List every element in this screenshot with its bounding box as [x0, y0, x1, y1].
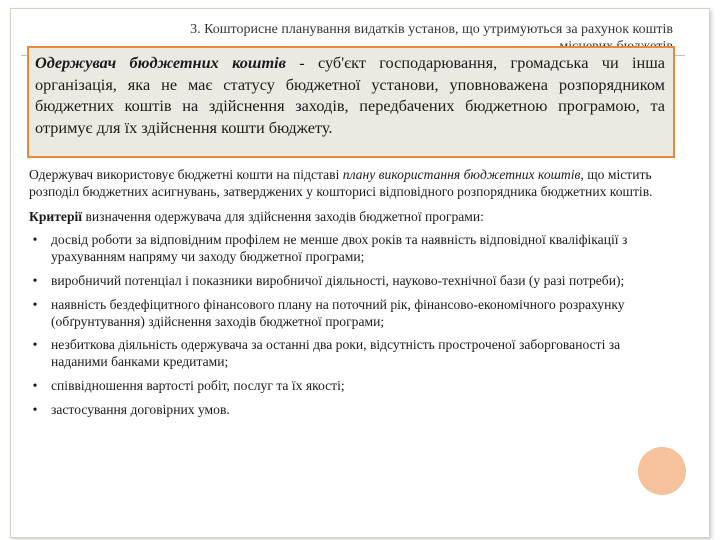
bullet-icon: • — [32, 272, 38, 288]
decorative-circle — [638, 447, 686, 495]
criteria-list — [29, 232, 669, 418]
list-item-text: співвідношення вартості робіт, послуг та їх якості; — [51, 377, 345, 393]
criteria-rest: визначення одержувача для здійснення заходів бюджетної програми: — [82, 208, 484, 224]
slide-content — [29, 167, 669, 419]
list-item-text: незбиткова діяльність одержувача за останні два роки, відсутність простроченої заборгованості за наданими банками кредитами; — [51, 337, 621, 370]
intro-paragraph — [29, 167, 669, 201]
definition-text: - суб'єкт господарювання, громадська чи інша організація, яка не має статусу бюджетної установи, уповноважена розпорядником бюджетних коштів на здійснення заходів, передбачених бюджетною програмою, та отримує для їх здійснення кошти бюджету. — [35, 53, 665, 137]
header-title-line1: 3. Кошторисне планування видатків установ, що утримуються за рахунок коштів — [190, 22, 673, 37]
definition-box — [27, 46, 675, 158]
list-item — [29, 402, 669, 419]
criteria-bold: Критерії — [29, 208, 83, 224]
list-item-text: досвід роботи за відповідним профілем не менше двох років та наявність відповідної кваліфікації з урахуванням напряму чи заходу бюджетної програми; — [51, 232, 628, 265]
intro-italic: плану використання бюджетних коштів — [342, 167, 581, 182]
list-item — [29, 232, 669, 266]
intro-part2: , що містить розподіл бюджетних асигнувань, затверджених у кошторисі відповідного розпорядника бюджетних коштів. — [29, 167, 653, 199]
intro-part1: Одержувач використовує бюджетні кошти на підставі — [29, 167, 343, 182]
list-item-text: застосування договірних умов. — [51, 401, 230, 417]
list-item-text: наявність бездефіцитного фінансового плану на поточний рік, фінансово-економічного розрахунку (обґрунтування) здійснення заходів бюджетної програми; — [51, 296, 625, 329]
list-item — [29, 378, 669, 395]
criteria-heading — [29, 209, 669, 226]
definition-term: Одержувач бюджетних коштів — [35, 53, 286, 72]
bullet-icon: • — [32, 232, 38, 248]
bullet-icon: • — [32, 337, 38, 353]
list-item — [29, 273, 669, 290]
bullet-icon: • — [32, 296, 38, 312]
bullet-icon: • — [32, 377, 38, 393]
list-item — [29, 297, 669, 331]
list-item — [29, 337, 669, 371]
list-item-text: виробничий потенціал і показники виробничої діяльності, науково-технічної бази (у разі потреби); — [51, 272, 625, 288]
bullet-icon: • — [32, 401, 38, 417]
